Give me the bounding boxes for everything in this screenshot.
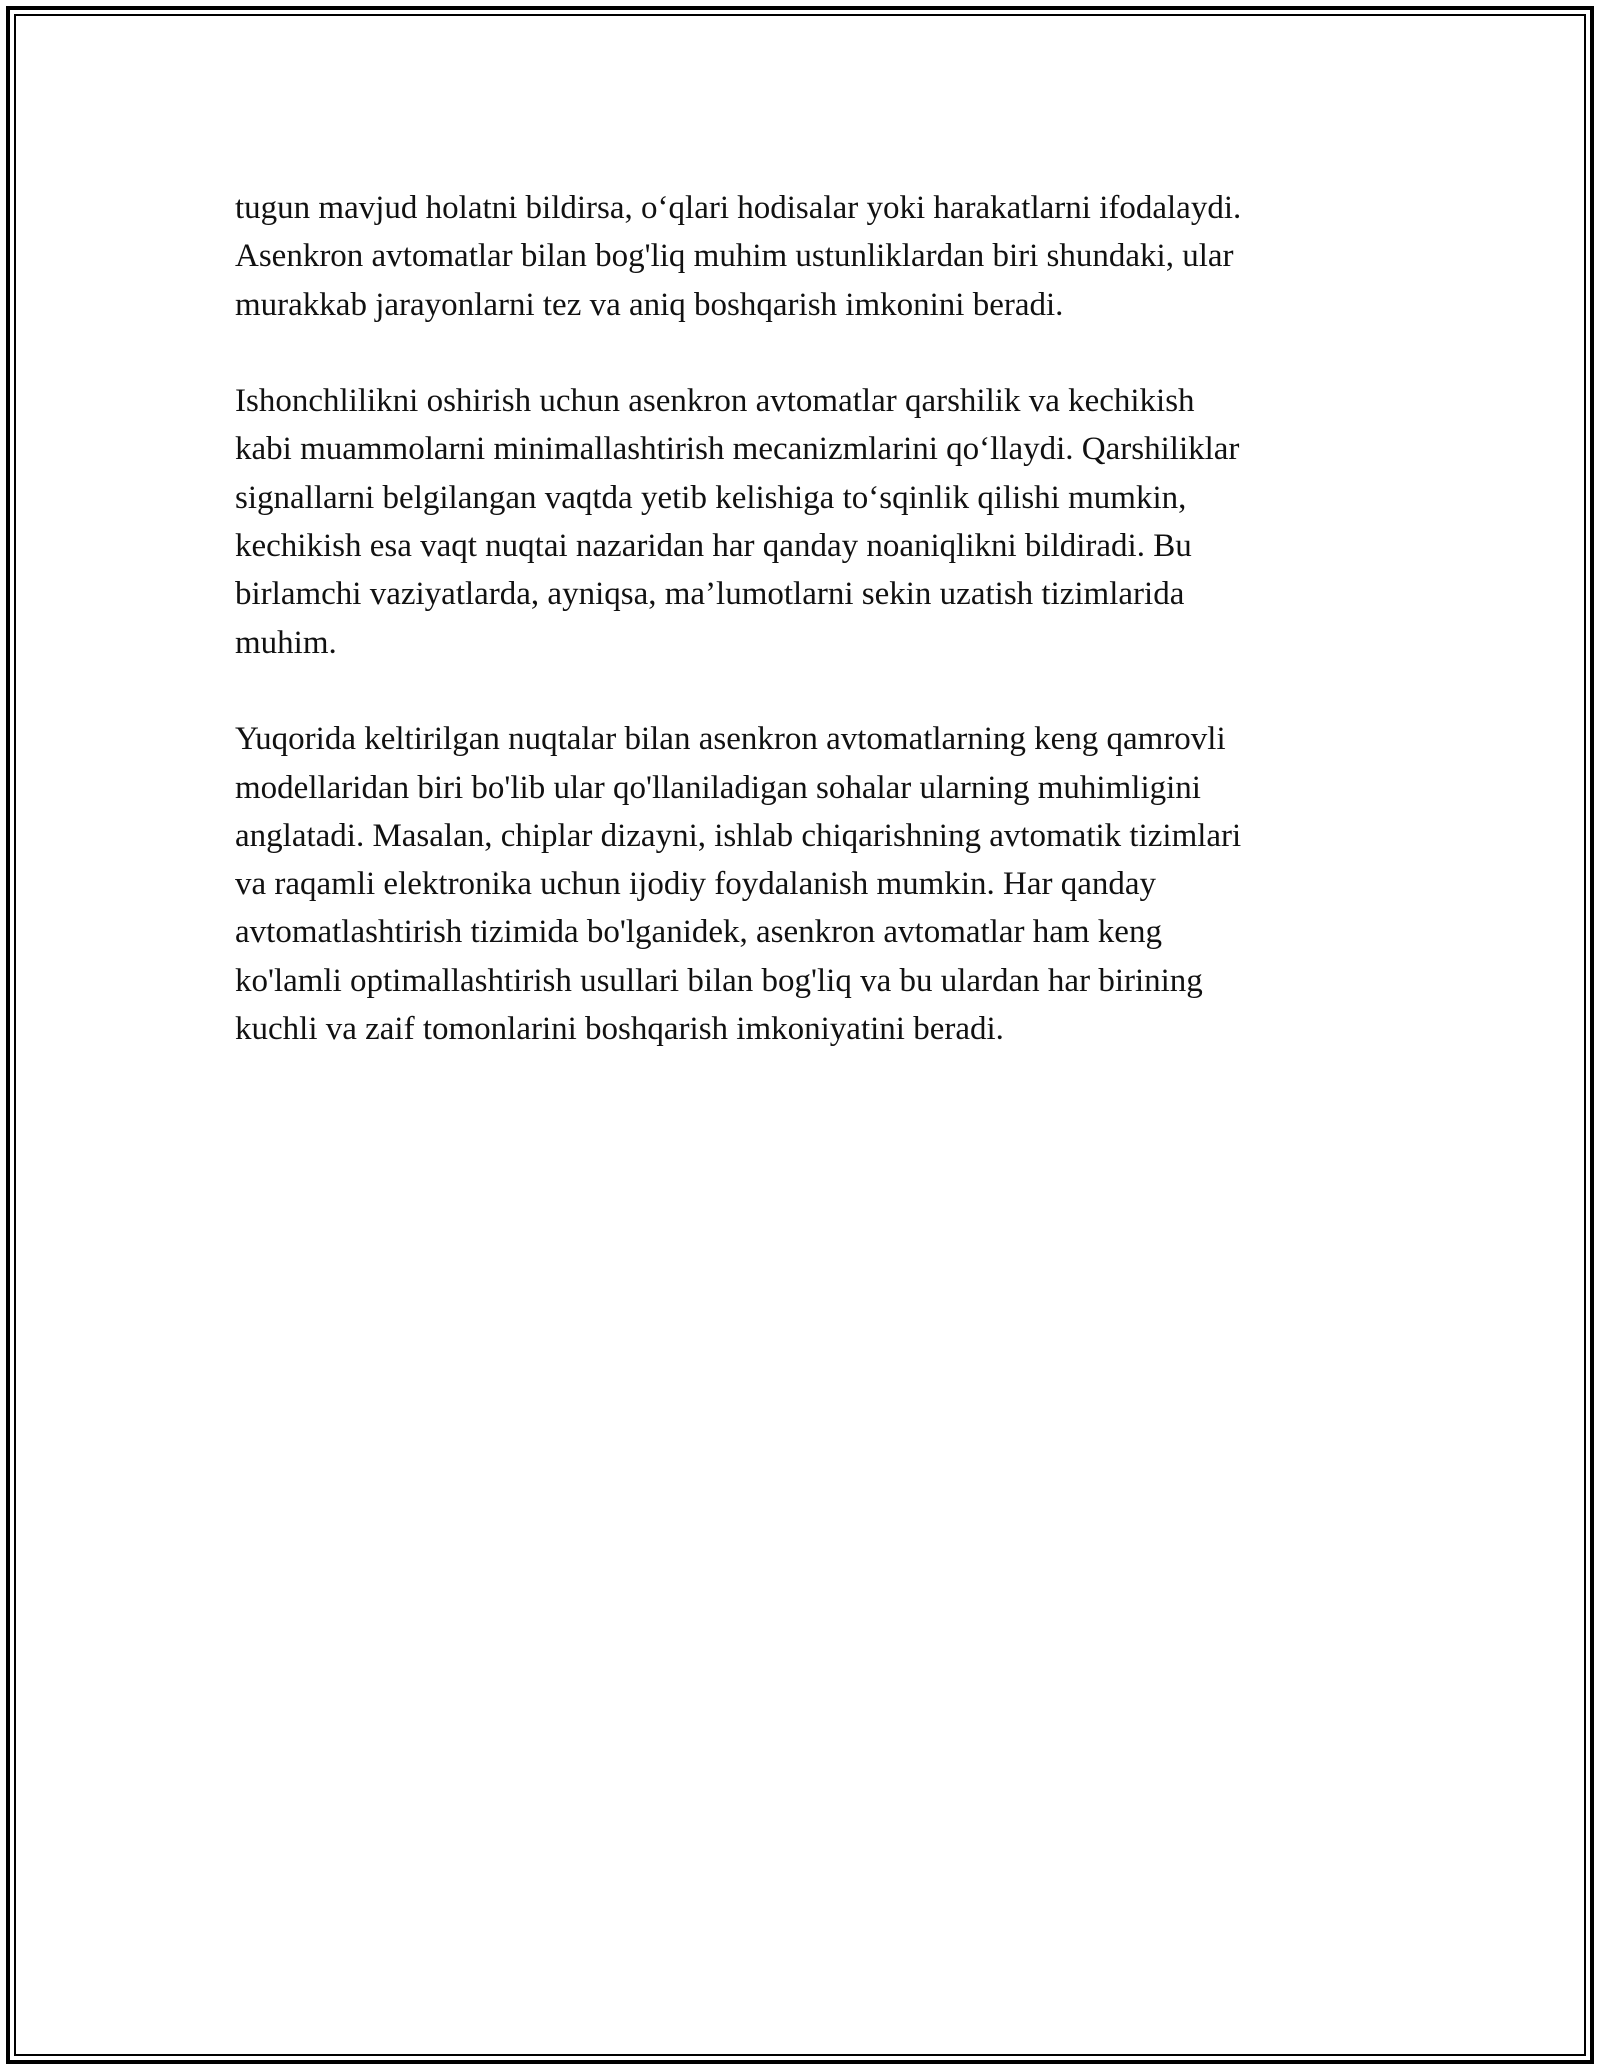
- paragraph-2: Ishonchlilikni oshirish uchun asenkron avtomatlar qarshilik va kechikish kabi muammolarni minimallashtirish mecanizmlarini qo‘llaydi. Qarshiliklar signallarni belgilangan vaqtda yetib kelishiga to‘sqinlik qilishi mumkin, kechikish esa vaqt nuqtai nazaridan har qanday noaniqlikni bildiradi. Bu birlamchi vaziyatlarda, ayniqsa, ma’lumotlarni sekin uzatish tizimlarida muhim.: [235, 383, 1240, 661]
- paragraph-1: tugun mavjud holatni bildirsa, o‘qlari hodisalar yoki harakatlarni ifodalaydi. Asenkron avtomatlar bilan bog'liq muhim ustunliklardan biri shundaki, ular murakkab jarayonlarni tez va aniq boshqarish imkonini beradi.: [235, 190, 1242, 323]
- paragraph-3: Yuqorida keltirilgan nuqtalar bilan asenkron avtomatlarning keng qamrovli modellaridan biri bo'lib ular qo'llaniladigan sohalar ularning muhimligini anglatadi. Masalan, chiplar dizayni, ishlab chiqarishning avtomatik tizimlari va raqamli elektronika uchun ijodiy foydalanish mumkin. Har qanday avtomatlashtirish tizimida bo'lganidek, asenkron avtomatlar ham keng ko'lamli optimallashtirish usullari bilan bog'liq va bu ulardan har birining kuchli va zaif tomonlarini boshqarish imkoniyatini beradi.: [235, 721, 1242, 1048]
- document-body: [235, 184, 1370, 1102]
